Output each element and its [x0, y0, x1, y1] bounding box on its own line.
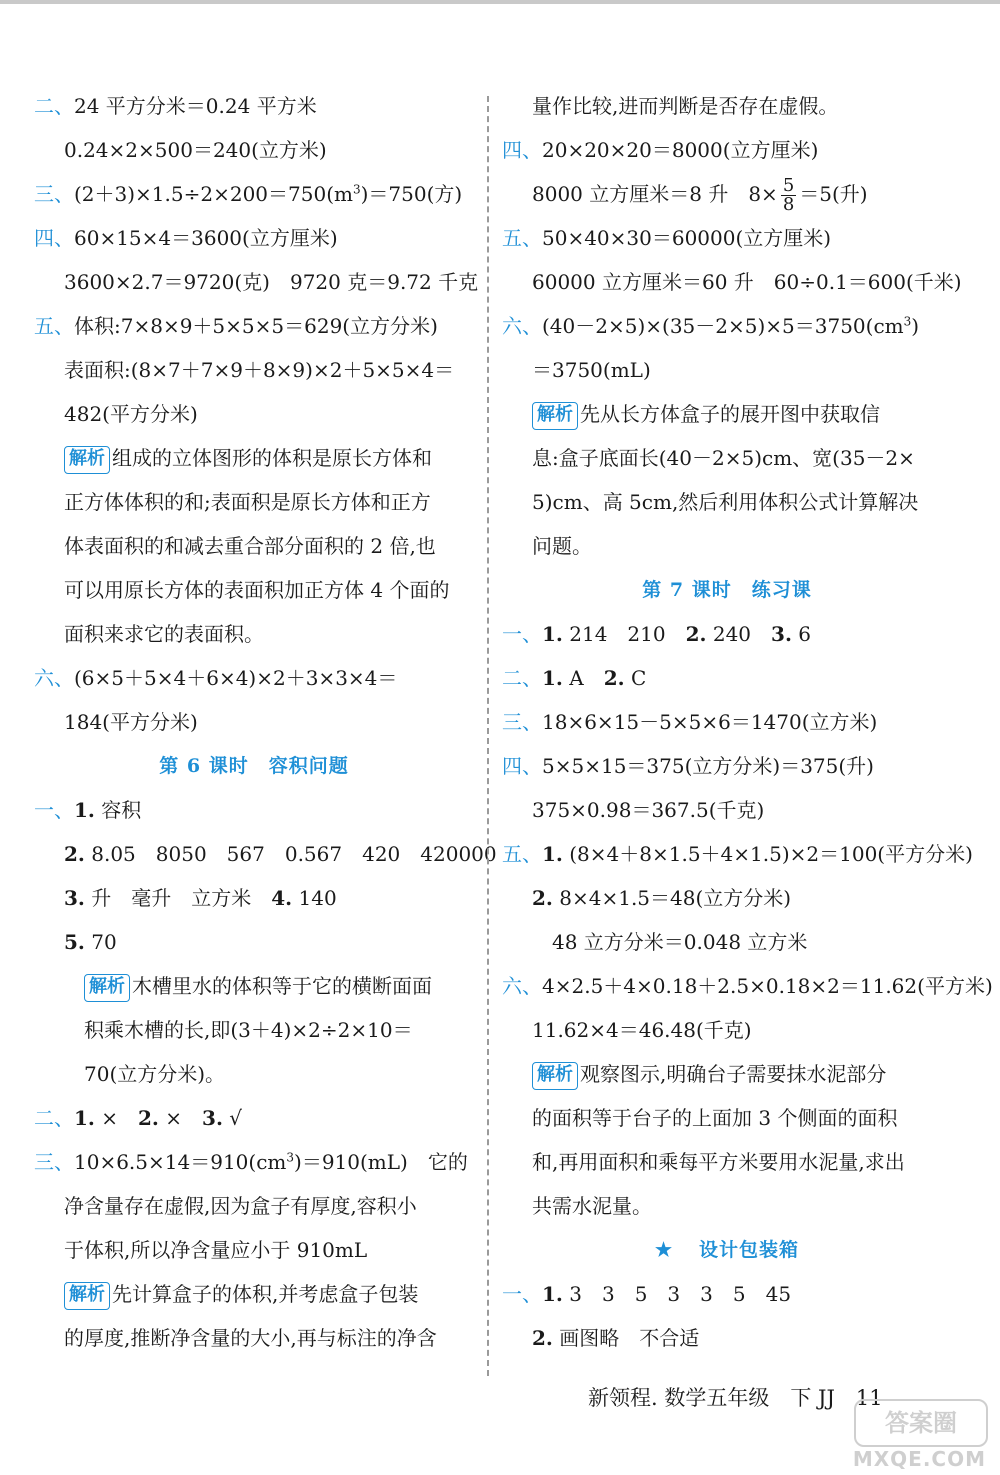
answer-line: 六、(6×5＋5×4＋6×4)×2＋3×3×4＝: [34, 666, 398, 690]
analysis-tag: 解析: [84, 974, 130, 1002]
analysis-tag: 解析: [64, 1282, 110, 1310]
analysis-tag: 解析: [64, 446, 110, 474]
analysis-line: 解析 先从长方体盒子的展开图中获取信: [502, 392, 952, 436]
analysis-line: 5)cm、高 5cm,然后利用体积公式计算解决: [532, 490, 919, 514]
answer-line: 48 立方分米＝0.048 立方米: [552, 930, 808, 954]
analysis-line: 的厚度,推断净含量的大小,再与标注的净含: [64, 1326, 437, 1350]
analysis-line: 解析 木槽里水的体积等于它的横断面面: [34, 964, 474, 1008]
answer-line: 2. 8.05 8050 567 0.567 420 420000: [64, 842, 497, 866]
answer-line: 3. 升 毫升 立方米 4. 140: [64, 886, 337, 910]
answer-line: 六、4×2.5＋4×0.18＋2.5×0.18×2＝11.62(平方米): [502, 974, 993, 998]
watermark: [852, 1399, 992, 1471]
answer-line: 五、1. (8×4＋8×1.5＋4×1.5)×2＝100(平方分米): [502, 842, 973, 866]
answer-line: 三、18×6×15－5×5×6＝1470(立方米): [502, 710, 878, 734]
analysis-line: 解析 观察图示,明确台子需要抹水泥部分: [502, 1052, 952, 1096]
answer-line: 表面积:(8×7＋7×9＋8×9)×2＋5×5×4＝: [64, 358, 455, 382]
analysis-line: 可以用原长方体的表面积加正方体 4 个面的: [64, 578, 450, 602]
section-title: ★ 设计包装箱: [654, 1239, 800, 1261]
analysis-line: 的面积等于台子的上面加 3 个侧面的面积: [532, 1106, 898, 1130]
right-column: [502, 84, 993, 1360]
answer-line: 五、50×40×30＝60000(立方厘米): [502, 226, 832, 250]
answer-line: 一、1. 214 210 2. 240 3. 6: [502, 622, 812, 646]
analysis-line: 问题。: [532, 534, 592, 558]
analysis-tag: 解析: [532, 1062, 578, 1090]
analysis-line: 解析 组成的立体图形的体积是原长方体和: [34, 436, 474, 480]
analysis-line: 体表面积的和减去重合部分面积的 2 倍,也: [64, 534, 436, 558]
answer-line: 0.24×2×500＝240(立方米): [64, 138, 327, 162]
analysis-line: 70(立方分米)。: [84, 1062, 226, 1086]
answer-line: 四、20×20×20＝8000(立方厘米): [502, 138, 819, 162]
fraction: $\frac{5}{8}$: [782, 175, 795, 215]
analysis-line: 量作比较,进而判断是否存在虚假。: [532, 94, 839, 118]
answer-line: 四、60×15×4＝3600(立方厘米): [34, 226, 338, 250]
answer-line: ＝3750(mL): [532, 358, 651, 382]
answer-line: 于体积,所以净含量应小于 910mL: [64, 1238, 368, 1262]
analysis-line: 正方体体积的和;表面积是原长方体和正方: [64, 490, 431, 514]
answer-line: 净含量存在虚假,因为盒子有厚度,容积小: [64, 1194, 417, 1218]
analysis-tag: 解析: [532, 402, 578, 430]
answer-line: 184(平方分米): [64, 710, 198, 734]
answer-line: 375×0.98＝367.5(千克): [532, 798, 765, 822]
left-column: [34, 84, 497, 1360]
answer-line: 二、1. × 2. × 3. √: [34, 1106, 243, 1130]
answer-line: 六、$(40-2\times 5)\times(35-2\times 5)\times 5=3750(cm^3)$: [502, 314, 920, 338]
analysis-line: 面积来求它的表面积。: [64, 622, 264, 646]
answer-line: 11.62×4＝46.48(千克): [532, 1018, 752, 1042]
answer-line: 二、1. A 2. C: [502, 666, 647, 690]
section-title: 第 6 课时 容积问题: [159, 755, 349, 777]
answer-line: 482(平方分米): [64, 402, 198, 426]
answer-line: 60000 立方厘米＝60 升 60÷0.1＝600(千米): [532, 270, 962, 294]
star-icon: ★: [654, 1239, 674, 1261]
answer-line: 2. 8×4×1.5＝48(立方分米): [532, 886, 792, 910]
analysis-line: 积乘木槽的长,即(3＋4)×2÷2×10＝: [84, 1018, 413, 1042]
answer-line: 二、24 平方分米＝0.24 平方米: [34, 94, 317, 118]
top-border: [0, 0, 1000, 4]
answer-line: 五、体积:7×8×9＋5×5×5＝629(立方分米): [34, 314, 438, 338]
watermark-url: MXQE.COM: [852, 1447, 986, 1471]
analysis-line: 息:盒子底面长(40－2×5)cm、宽(35－2×: [532, 446, 915, 470]
column-divider: [487, 96, 489, 1376]
analysis-line: 共需水泥量。: [532, 1194, 652, 1218]
answer-line: 3600×2.7＝9720(克) 9720 克＝9.72 千克: [64, 270, 479, 294]
answer-line: 四、5×5×15＝375(立方分米)＝375(升): [502, 754, 874, 778]
answer-line: 5. 70: [64, 930, 117, 954]
answer-line: 三、$10\times 6.5\times 14=910(cm^3)=910(mL)$ 它的: [34, 1150, 468, 1174]
page-footer: 新领程. 数学五年级 下 JJ 11: [588, 1386, 883, 1410]
answer-line: 一、1. 3 3 5 3 3 5 45: [502, 1282, 792, 1306]
section-title: 第 7 课时 练习课: [642, 579, 812, 601]
watermark-logo: 答案圈: [854, 1399, 988, 1447]
answer-line: 8000 立方厘米＝8 升 8× $\frac{5}{8}$ ＝5(升): [532, 175, 868, 215]
answer-line: 一、1. 容积: [34, 798, 142, 822]
answer-line: 三、$(2+3)\times 1.5\div 2\times 200=750(m^3)=750$(方): [34, 182, 463, 206]
analysis-line: 和,再用面积和乘每平方米要用水泥量,求出: [532, 1150, 905, 1174]
analysis-line: 解析 先计算盒子的体积,并考虑盒子包装: [34, 1272, 474, 1316]
answer-line: 2. 画图略 不合适: [532, 1326, 700, 1350]
